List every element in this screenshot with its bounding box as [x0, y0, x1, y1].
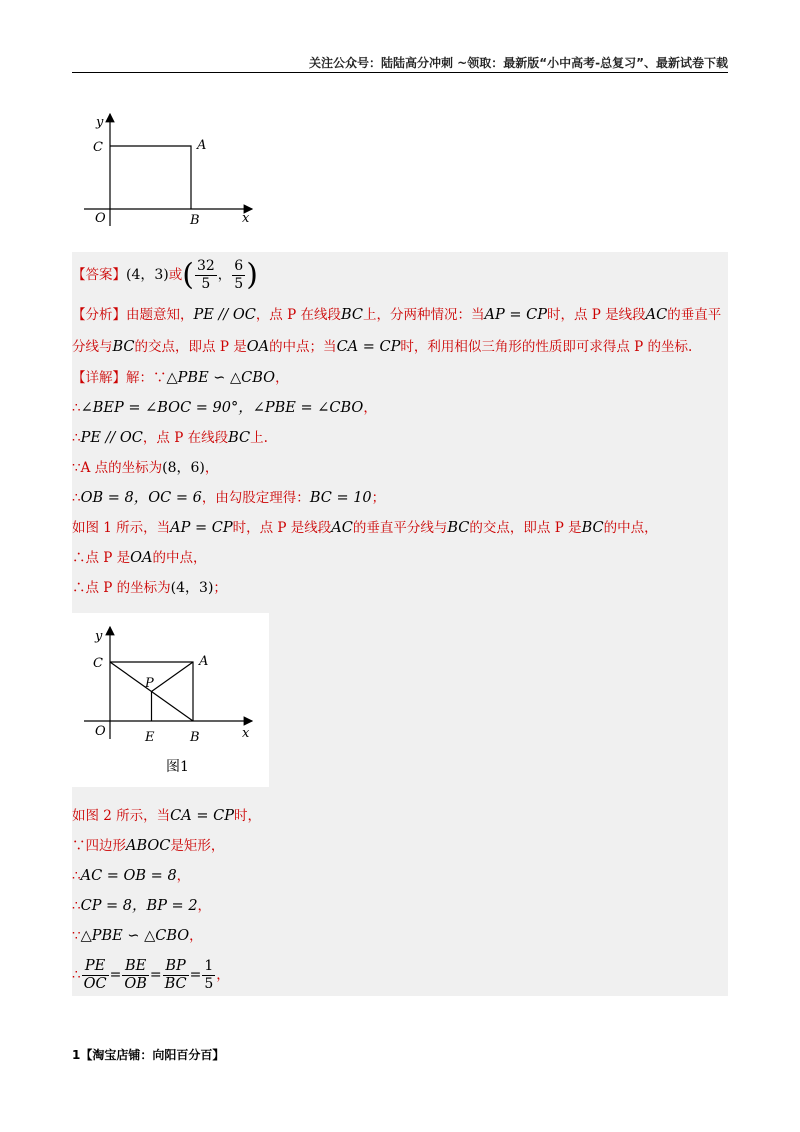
- label-x: x: [242, 211, 250, 226]
- frac-den: OC: [83, 976, 107, 992]
- math: ABOC: [126, 838, 171, 854]
- frac-num: BE: [122, 958, 149, 976]
- label-e: E: [145, 730, 155, 745]
- frac-den: 5: [204, 976, 214, 992]
- analysis-line-2: [72, 337, 692, 357]
- text: 时，利用相似三角形的性质即可求得点 P 的坐标.: [400, 339, 693, 355]
- frac-num: 32: [196, 258, 215, 274]
- text: 的垂直平: [667, 307, 722, 323]
- analysis-tag: 【分析】: [72, 307, 126, 323]
- frac-num: PE: [82, 958, 109, 976]
- text: 解：∵: [126, 370, 167, 386]
- text: ，: [189, 928, 203, 944]
- answer-point-1: (4，3): [126, 267, 169, 283]
- detail-line-5: [72, 488, 385, 508]
- text: ∵四边形: [72, 838, 126, 854]
- math: OA: [130, 550, 153, 566]
- equals: =: [189, 967, 202, 983]
- text: ∴: [72, 898, 81, 914]
- frac-num: 1: [204, 958, 214, 974]
- answer-tag: 【答案】: [72, 267, 126, 283]
- header-rule: [72, 72, 728, 73]
- text: 的中点，: [603, 520, 658, 536]
- math: AP = CP: [484, 307, 547, 323]
- detail-line-3: [72, 428, 268, 448]
- equals: =: [149, 967, 162, 983]
- text: ，点 P 在线段: [255, 307, 341, 323]
- math: BC: [112, 339, 135, 355]
- text: ∴: [72, 430, 81, 446]
- paren-right: ): [246, 257, 258, 293]
- text: ∴: [72, 400, 81, 416]
- text: ，: [197, 898, 212, 914]
- text: ∵: [72, 928, 81, 944]
- case2-line-1: [72, 806, 261, 826]
- detail-tag: 【详解】: [72, 370, 126, 386]
- label-a: A: [197, 138, 207, 153]
- math: CP = 8，BP = 2: [80, 898, 198, 914]
- label-c: C: [93, 140, 103, 155]
- frac-1-5: [202, 958, 215, 993]
- math: ∠BEP = ∠BOC = 90°，∠PBE = ∠CBO: [80, 400, 364, 416]
- math: CA = CP: [336, 339, 401, 355]
- frac-be-ob: [122, 958, 149, 993]
- math: BC: [581, 520, 604, 536]
- text: 由题意知，: [126, 307, 194, 323]
- text: ∴: [72, 967, 81, 983]
- page-footer: 1【淘宝店铺：向阳百分百】: [72, 1048, 225, 1062]
- detail-line-7: [72, 548, 207, 568]
- detail-line-2: [72, 398, 377, 418]
- equals: =: [109, 967, 122, 983]
- text: 的交点，即点 P 是: [134, 339, 247, 355]
- case2-line-6: [72, 956, 230, 994]
- case2-line-3: [72, 866, 190, 886]
- figure-top-svg: [80, 108, 260, 232]
- frac-32-5: [195, 258, 217, 293]
- math: AC = OB = 8: [80, 868, 177, 884]
- label-p: P: [145, 676, 154, 691]
- frac-den: 5: [201, 276, 211, 292]
- text: ，: [204, 460, 219, 476]
- text: ∵A 点的坐标为: [72, 460, 163, 476]
- text: ；: [371, 490, 386, 506]
- math: OA: [246, 339, 270, 355]
- text: ，由勾股定理得：: [201, 490, 310, 506]
- figure-top: [80, 108, 260, 232]
- math: OB = 8，OC = 6: [80, 490, 202, 506]
- math: AC: [645, 307, 668, 323]
- case2-line-4: [72, 896, 211, 916]
- math: (8，6): [162, 460, 205, 476]
- text: 时，点 P 是线段: [232, 520, 332, 536]
- math: CA = CP: [170, 808, 234, 824]
- frac-den: OB: [124, 976, 147, 992]
- label-o: O: [95, 211, 106, 226]
- text: ∴点 P 的坐标为: [72, 580, 171, 596]
- detail-line-6: [72, 518, 658, 538]
- case2-line-5: [72, 926, 203, 946]
- analysis-line-1: [72, 305, 721, 325]
- detail-line-1: [72, 368, 289, 388]
- text: ∴点 P 是: [72, 550, 131, 566]
- text: 的中点；当: [269, 339, 337, 355]
- text: ，: [275, 370, 289, 386]
- frac-den: BC: [164, 976, 187, 992]
- math: AC: [331, 520, 353, 536]
- label-o: O: [95, 724, 106, 739]
- text: 是矩形，: [170, 838, 225, 854]
- detail-line-8: [72, 578, 227, 598]
- math: (4，3): [170, 580, 214, 596]
- text: 上.: [250, 430, 268, 446]
- frac-6-5: [232, 258, 245, 293]
- label-b: B: [190, 213, 200, 228]
- text: 如图 2 所示，当: [72, 808, 171, 824]
- text: 的交点，即点 P 是: [469, 520, 582, 536]
- text: ∴: [72, 490, 81, 506]
- label-b: B: [190, 730, 200, 745]
- text: 时，: [233, 808, 261, 824]
- text: 上，分两种情况：当: [363, 307, 485, 323]
- figure-1-svg: [72, 613, 269, 787]
- text: 时，点 P 是线段: [546, 307, 646, 323]
- math: BC: [447, 520, 470, 536]
- label-a: A: [199, 654, 209, 669]
- answer-line: 【答案】(4，3)或( $\frac{32}{5}$ ， $\frac{6}{5}$ ): [72, 257, 258, 293]
- case2-line-2: [72, 836, 224, 856]
- text: ，: [216, 967, 230, 983]
- math: PE // OC: [80, 430, 143, 446]
- text: 如图 1 所示，当: [72, 520, 171, 536]
- figure-caption: 图1: [166, 759, 189, 775]
- label-y: y: [95, 629, 103, 644]
- math: PE // OC: [193, 307, 256, 323]
- page-header: 关注公众号：陆陆高分冲刺 ~领取：最新版“小中高考-总复习”、最新试卷下载: [309, 56, 728, 70]
- text: ；: [213, 580, 227, 596]
- segment-ap: [152, 662, 194, 692]
- answer-or: 或: [168, 267, 183, 283]
- label-c: C: [93, 656, 103, 671]
- text: 的中点，: [152, 550, 207, 566]
- math: BC: [340, 307, 364, 323]
- text: ∴: [72, 868, 81, 884]
- math: △PBE ∽ △CBO: [80, 928, 190, 944]
- label-x: x: [242, 726, 250, 741]
- frac-den: 5: [234, 276, 244, 292]
- frac-num: 6: [234, 258, 244, 274]
- text: ，: [363, 400, 377, 416]
- label-y: y: [96, 115, 104, 130]
- frac-pe-oc: [82, 958, 109, 993]
- frac-num: BP: [163, 958, 189, 976]
- math: △PBE ∽ △CBO: [166, 370, 276, 386]
- math: BC: [228, 430, 251, 446]
- math: BC = 10: [309, 490, 372, 506]
- text: 的垂直平分线与: [352, 520, 448, 536]
- frac-bp-bc: [163, 958, 189, 993]
- rectangle: [110, 146, 191, 209]
- text: ，点 P 在线段: [142, 430, 229, 446]
- paren-left: (: [182, 257, 194, 293]
- math: AP = CP: [170, 520, 233, 536]
- text: ，: [176, 868, 191, 884]
- text: 分线与: [72, 339, 113, 355]
- detail-line-4: [72, 458, 218, 478]
- figure-1: [72, 613, 269, 787]
